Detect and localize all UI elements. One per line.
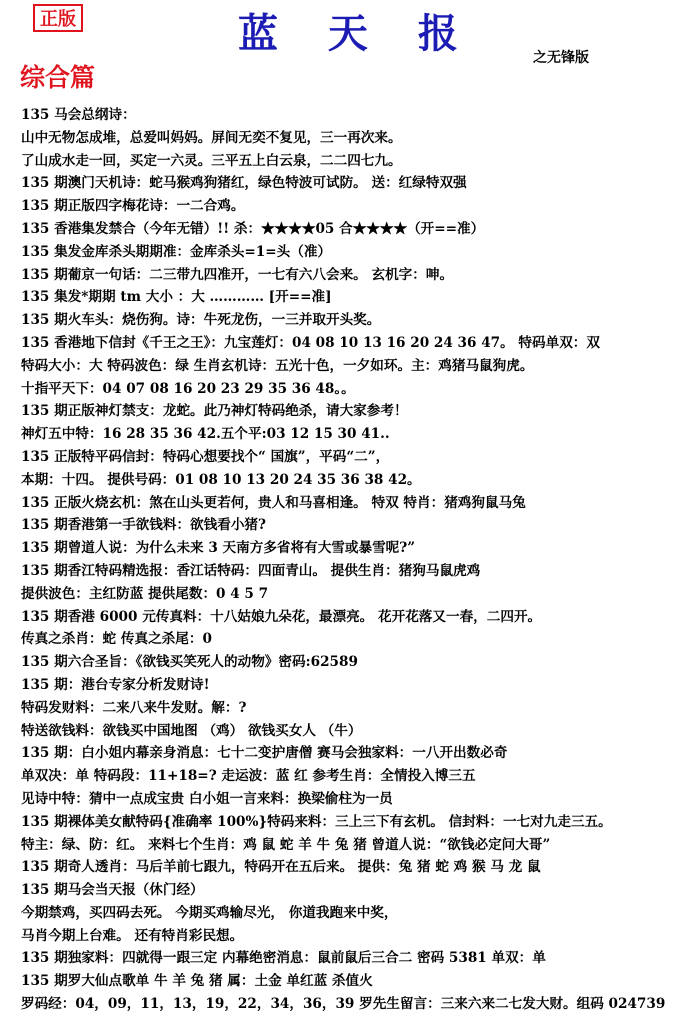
text-line: 135 期罗大仙点歌单 牛 羊 兔 猪 属：土金 单红蓝 杀值火 [21, 973, 373, 990]
text-line: 135 香港集发禁合（今年无错）!! 杀：★★★★05 合★★★★（开==准） [21, 220, 485, 237]
text-line: 135 香港地下信封《千王之王》：九宝莲灯：04 08 10 13 16 20 24 36 47。 特码单双：双 [21, 334, 600, 351]
article-body [21, 104, 682, 1016]
text-line: 单双决：单 特码段：11+18=? 走运波：蓝 红 参考生肖：全情投入博三五 [21, 768, 476, 785]
text-line: 135 正版火烧玄机：煞在山头更若何，贵人和马喜相逢。 特双 特肖：猪鸡狗鼠马兔 [21, 494, 526, 511]
newspaper-title: 蓝 天 报 [238, 10, 476, 57]
authentic-edition-badge: 正版 [33, 4, 83, 32]
text-line: 马肖今期上台难。 还有特肖彩民想。 [21, 927, 244, 944]
text-line: 135 期香港第一手欲钱料：欲钱看小猪? [21, 517, 266, 534]
text-line: 特送欲钱料：欲钱买中国地图 （鸡） 欲钱买女人 （牛） [21, 722, 362, 739]
text-line: 今期禁鸡，买四码去死。 今期买鸡输尽光， 你道我跑来中奖， [21, 904, 398, 921]
text-line: 特码发财料：二来八来牛发财。解：? [21, 699, 247, 716]
text-line: 135 期马会当天报（休门经） [21, 882, 204, 899]
text-line: 135 期正版四字梅花诗：一二合鸡。 [21, 198, 245, 215]
edition-label: 之无锋版 [533, 50, 589, 66]
text-line: 十指平天下：04 07 08 16 20 23 29 35 36 48。。 [21, 380, 355, 397]
text-line: 135 期奇人透肖：马后羊前七跟九，特码开在五后来。 提供：兔 猪 蛇 鸡 猴 马 龙 鼠 [21, 859, 541, 876]
text-line: 特码大小：大 特码波色：绿 生肖玄机诗：五光十色，一夕如环。主：鸡猪马鼠狗虎。 [21, 357, 534, 374]
text-line: 本期：十四。 提供号码：01 08 10 13 20 24 35 36 38 42。 [21, 471, 421, 488]
text-line: 135 期澳门天机诗：蛇马猴鸡狗猪红，绿色特波可试防。 送：红绿特双强 [21, 175, 467, 192]
section-title: 综合篇 [20, 63, 96, 92]
text-line: 神灯五中特：16 28 35 36 42.五个平:03 12 15 30 41.. [21, 426, 390, 443]
text-line: 提供波色：主红防蓝 提供尾数：0 4 5 7 [21, 585, 269, 602]
text-line: 135 期曾道人说：为什么未来 3 天南方多省将有大雪或暴雪呢?” [21, 540, 416, 557]
text-line: 135 集发金库杀头期期准：金库杀头=1=头（准） [21, 243, 332, 260]
text-line: 135 期六合圣旨：《欲钱买笑死人的动物》密码:62589 [21, 654, 358, 671]
text-line: 135 期葡京一句话：二三带九四准开，一七有六八会来。 玄机字：呻。 [21, 266, 454, 283]
text-line: 135 集发*期期 tm 大小 ：大 ………… [开==准] [21, 289, 332, 306]
text-line: 135 期裸体美女献特码{准确率 100%}特码来料：三上三下有玄机。 信封料：一七对九走三五。 [21, 813, 612, 830]
text-line: 特主：绿、防：红。 来料七个生肖：鸡 鼠 蛇 羊 牛 兔 猪 曾道人说：“欲钱必定问大哥” [21, 836, 551, 853]
text-line: 135 期：港台专家分析发财诗! [21, 676, 210, 693]
text-line: 见诗中特：猜中一点成宝贵 白小姐一言来料：换梁偷柱为一员 [21, 790, 393, 807]
text-line: 山中无物怎成堆，总爱叫妈妈。屏间无奕不复见，三一再次来。 [21, 129, 402, 146]
text-line: 135 期香江特码精选报：香江话特码：四面青山。 提供生肖：猪狗马鼠虎鸡 [21, 562, 481, 579]
text-line: 135 期正版神灯禁支：龙蛇。此乃神灯特码绝杀，请大家参考！ [21, 403, 408, 420]
text-line: 了山成水走一回，买定一六灵。三平五上白云泉，二二四七九。 [21, 152, 402, 169]
text-line: 罗码经：04，09，11，13，19，22，34，36，39 罗先生留言：三来六来二七发大财。组码 024739 [21, 996, 666, 1013]
text-line: 135 期：白小姐内幕亲身消息：七十二变护唐僧 赛马会独家料：一八开出数必奇 [21, 745, 508, 762]
text-line: 传真之杀肖：蛇 传真之杀尾：0 [21, 631, 212, 648]
text-line: 135 正版特平码信封：特码心想要找个“ 国旗”，平码“二”， [21, 448, 390, 465]
text-line: 135 期火车头：烧伤狗。诗：牛死龙伤，一三并取开头奖。 [21, 312, 381, 329]
text-line: 135 马会总纲诗： [21, 107, 136, 123]
text-line: 135 期香港 6000 元传真料：十八姑娘九朵花，最漂亮。 花开花落又一春，二四开。 [21, 608, 542, 625]
text-line: 135 期独家料：四就得一跟三定 内幕绝密消息：鼠前鼠后三合二 密码 5381 单双：单 [21, 950, 546, 967]
